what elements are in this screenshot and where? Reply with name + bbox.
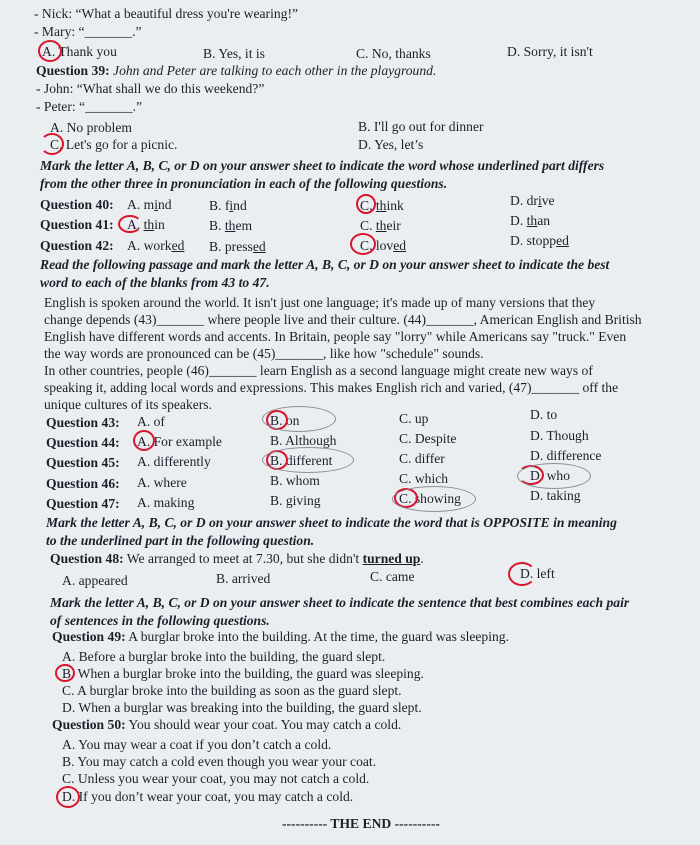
- passage-line-1: English is spoken around the world. It isn't just one language; it's made up of many versions that they: [44, 295, 596, 310]
- answer-circle-q44: [133, 430, 155, 451]
- pencil-outline-q43: [262, 406, 336, 432]
- q41-c-post: eir: [386, 218, 401, 233]
- q49-option-d[interactable]: D. When a burglar was breaking into the building, the guard slept.: [62, 700, 422, 715]
- instr3-pre: Mark the letter A, B, C, or D on your answer sheet to indicate the word that is: [46, 515, 484, 530]
- pencil-outline-q47: [392, 486, 476, 512]
- q40-a-underlined: i: [154, 197, 158, 212]
- q40-b-post: nd: [233, 198, 247, 213]
- q39-option-d[interactable]: D. Yes, let’s: [358, 137, 424, 152]
- q41-option-c[interactable]: [360, 217, 401, 234]
- q42-b-underlined: ed: [252, 239, 266, 254]
- q46-option-a[interactable]: A. where: [137, 475, 187, 490]
- q46-label: Question 46:: [46, 476, 120, 491]
- q50-option-a[interactable]: A. You may wear a coat if you don’t catch a cold.: [62, 737, 332, 752]
- q41-d-pre: D.: [510, 213, 527, 228]
- q45-option-c[interactable]: C. differ: [399, 451, 445, 466]
- q41-b-post: em: [235, 218, 253, 233]
- q41-a-post: in: [154, 217, 165, 232]
- instruction-opposite-1: [46, 514, 617, 531]
- q44-option-a[interactable]: A. For example: [137, 434, 222, 449]
- instr3-post: in meaning: [549, 515, 617, 530]
- q48-option-a[interactable]: A. appeared: [62, 573, 128, 588]
- q42-b-pre: B. press: [209, 239, 253, 254]
- q48-line: [50, 550, 424, 567]
- q50-option-d[interactable]: D. If you don’t wear your coat, you may catch a cold.: [62, 789, 354, 804]
- instr3-opposite: OPPOSITE: [483, 515, 550, 530]
- passage-line-6: speaking it, adding local words and expressions. This makes English rich and varied, (47)_______ off the: [44, 380, 619, 395]
- q44-label: Question 44:: [46, 435, 120, 450]
- passage-line-4: the way words are pronounced can be (45)_______, like how "schedule" sounds.: [44, 346, 484, 361]
- q47-option-b[interactable]: B. giving: [270, 493, 321, 508]
- instruction-passage-2: word to each of the blanks from 43 to 47.: [40, 275, 270, 290]
- q41-c-pre: C.: [360, 218, 376, 233]
- q40-a-post: nd: [157, 197, 172, 212]
- q41-option-d[interactable]: [510, 212, 550, 229]
- q38-option-c[interactable]: C. No, thanks: [356, 46, 431, 61]
- answer-circle-q42: [350, 233, 376, 255]
- q41-b-pre: B.: [209, 218, 225, 233]
- passage-line-5: In other countries, people (46)_______ learn English as a second language might create new ways of: [44, 363, 593, 378]
- q49-option-a[interactable]: A. Before a burglar broke into the building, the guard slept.: [62, 649, 386, 664]
- q50-option-c[interactable]: C. Unless you wear your coat, you may not catch a cold.: [62, 771, 370, 786]
- q48-option-d[interactable]: D. left: [520, 566, 555, 581]
- q44-option-c[interactable]: C. Despite: [399, 431, 457, 446]
- answer-circle-q40: [356, 194, 376, 214]
- q40-d-underlined: i: [537, 193, 542, 208]
- instruction-pronunciation-1: Mark the letter A, B, C, or D on your answer sheet to indicate the word whose underlined part differs: [40, 158, 605, 173]
- q42-d-pre: D. stopp: [510, 233, 557, 248]
- q39-line: [36, 62, 436, 79]
- q41-a-underlined: th: [143, 217, 155, 232]
- q48-stem-underlined: turned up: [362, 551, 421, 566]
- q47-option-a[interactable]: A. making: [137, 495, 195, 510]
- q48-label: Question 48:: [50, 551, 124, 566]
- q38-option-b[interactable]: B. Yes, it is: [203, 46, 265, 61]
- instruction-passage-1: Read the following passage and mark the letter A, B, C, or D on your answer sheet to indicate the best: [40, 257, 610, 272]
- q38-option-d[interactable]: D. Sorry, it isn't: [507, 44, 593, 59]
- answer-circle-q48: [508, 562, 536, 586]
- q41-a-pre: A.: [127, 217, 144, 232]
- q40-c-pre: C.: [360, 198, 376, 213]
- q42-label: Question 42:: [40, 238, 114, 253]
- q39-john: - John: “What shall we do this weekend?”: [36, 81, 265, 96]
- the-end: ---------- THE END ----------: [282, 816, 440, 831]
- q48-option-c[interactable]: C. came: [370, 569, 415, 584]
- passage-line-7: unique cultures of its speakers.: [44, 397, 212, 412]
- q47-option-d[interactable]: D. taking: [530, 488, 581, 503]
- q46-option-c[interactable]: C. which: [399, 471, 449, 486]
- q43-option-b[interactable]: B. on: [270, 413, 300, 428]
- q40-label: Question 40:: [40, 197, 114, 212]
- pencil-outline-q46: [517, 463, 591, 489]
- q40-option-d[interactable]: [510, 192, 555, 209]
- q50-option-b[interactable]: B. You may catch a cold even though you wear your coat.: [62, 754, 377, 769]
- q41-option-b[interactable]: [209, 217, 252, 234]
- q40-a-pre: A. m: [127, 197, 155, 212]
- answer-circle-q38: [38, 40, 62, 62]
- q43-option-a[interactable]: A. of: [137, 414, 165, 429]
- q42-c-underlined: ed: [393, 238, 407, 253]
- q42-option-a[interactable]: [127, 237, 184, 254]
- instruction-opposite-2: to the underlined part in the following question.: [46, 533, 315, 548]
- answer-circle-q50: [56, 786, 80, 808]
- q44-option-b[interactable]: B. Although: [270, 433, 337, 448]
- q38-option-a[interactable]: A. Thank you: [42, 44, 117, 59]
- q41-b-underlined: th: [224, 218, 236, 233]
- instruction-combine-1: Mark the letter A, B, C, or D on your answer sheet to indicate the sentence that best combines each pair: [50, 595, 630, 610]
- q43-option-c[interactable]: C. up: [399, 411, 429, 426]
- q42-a-underlined: ed: [171, 238, 185, 253]
- q45-option-b[interactable]: B. different: [270, 453, 333, 468]
- q40-option-b[interactable]: [209, 197, 247, 214]
- q40-b-underlined: i: [229, 198, 234, 213]
- q46-option-b[interactable]: B. whom: [270, 473, 320, 488]
- q45-option-d[interactable]: D. difference: [530, 448, 602, 463]
- instruction-pronunciation-2: from the other three in pronunciation in each of the following questions.: [40, 176, 448, 191]
- passage-line-2: change depends (43)_______ where people live and their culture. (44)_______, American English and British: [44, 312, 642, 327]
- q50-stem: You should wear your coat. You may catch a cold.: [128, 717, 402, 732]
- q48-stem-post: .: [420, 551, 424, 566]
- q45-label: Question 45:: [46, 455, 120, 470]
- q49-option-b[interactable]: B. When a burglar broke into the building, the guard was sleeping.: [62, 666, 424, 681]
- q41-d-post: an: [537, 213, 551, 228]
- q40-option-a[interactable]: [127, 196, 172, 213]
- q49-line: [52, 628, 509, 645]
- q39-option-b[interactable]: B. I'll go out for dinner: [358, 119, 484, 134]
- q47-option-c[interactable]: C. showing: [399, 491, 461, 506]
- dialogue-mary: - Mary: “_______.”: [34, 24, 142, 39]
- q40-d-pre: D. dr: [510, 193, 538, 208]
- q41-label: Question 41:: [40, 217, 114, 232]
- q39-peter: - Peter: “_______.”: [36, 99, 143, 114]
- answer-circle-q39: [40, 133, 64, 155]
- passage-line-3: English have different words and accents. In Britain, people say "lorry" while Americans say "truck." Even: [44, 329, 627, 344]
- q40-c-post: ink: [386, 198, 404, 213]
- instruction-combine-2: of sentences in the following questions.: [50, 613, 270, 628]
- q50-label: Question 50:: [52, 717, 126, 732]
- q50-line: [52, 716, 401, 733]
- q41-c-underlined: th: [375, 218, 387, 233]
- pencil-outline-q45: [262, 447, 354, 473]
- q39-option-a[interactable]: A. No problem: [50, 120, 132, 135]
- q39-stem: John and Peter are talking to each other in the playground.: [113, 63, 437, 78]
- q46-option-d[interactable]: D. who: [530, 468, 571, 483]
- q49-label: Question 49:: [52, 629, 126, 644]
- q47-label: Question 47:: [46, 496, 120, 511]
- q40-d-post: ve: [541, 193, 555, 208]
- q42-option-b[interactable]: [209, 238, 266, 255]
- q49-stem: A burglar broke into the building. At the time, the guard was sleeping.: [128, 629, 509, 644]
- q48-option-b[interactable]: B. arrived: [216, 571, 271, 586]
- q40-b-pre: B. f: [209, 198, 230, 213]
- q45-option-a[interactable]: A. differently: [137, 454, 211, 469]
- dialogue-nick: - Nick: “What a beautiful dress you're wearing!”: [34, 6, 299, 21]
- q39-option-c[interactable]: C. Let's go for a picnic.: [50, 137, 178, 152]
- q42-c-pre: C. lov: [360, 238, 394, 253]
- q40-c-underlined: th: [375, 198, 387, 213]
- answer-circle-q49: [55, 664, 75, 682]
- q42-option-d[interactable]: [510, 232, 569, 249]
- answer-circle-q41: [118, 215, 142, 233]
- q49-option-c[interactable]: C. A burglar broke into the building as soon as the guard slept.: [62, 683, 402, 698]
- q39-label: Question 39:: [36, 63, 110, 78]
- q44-option-d[interactable]: D. Though: [530, 428, 589, 443]
- q41-d-underlined: th: [526, 213, 538, 228]
- q43-label: Question 43:: [46, 415, 120, 430]
- q42-d-underlined: ed: [556, 233, 569, 248]
- q42-a-pre: A. work: [127, 238, 172, 253]
- q43-option-d[interactable]: D. to: [530, 407, 558, 422]
- q48-stem-pre: We arranged to meet at 7.30, but she didn't: [126, 551, 363, 566]
